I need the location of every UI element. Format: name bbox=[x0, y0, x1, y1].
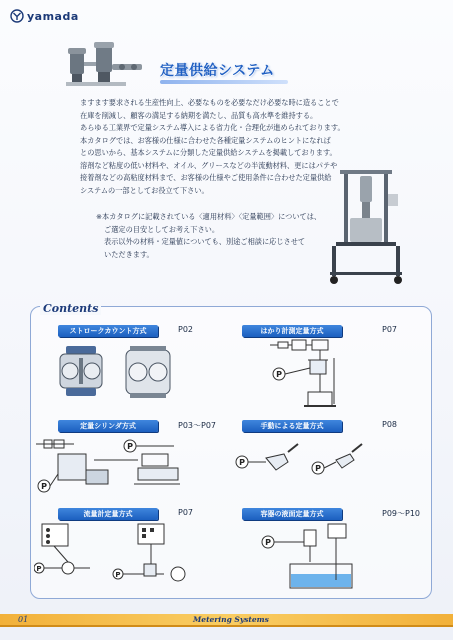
dispensing-station-photo bbox=[326, 170, 406, 286]
page-number: 01 bbox=[18, 615, 29, 624]
intro-line: ますます要求される生産性向上、必要なものを必要なだけ必要な時に造ることで bbox=[80, 98, 339, 107]
section-flow-meter-page[interactable]: P07 bbox=[178, 508, 194, 517]
section-liquid-level-page[interactable]: P09～P10 bbox=[382, 509, 421, 518]
section-liquid-level-title[interactable]: 容器の液面定量方式 bbox=[242, 508, 342, 520]
section-manual-title[interactable]: 手動による定量方式 bbox=[242, 420, 342, 432]
intro-line: あらゆる工業界で定量システム導入による省力化・合理化が進められております。 bbox=[80, 123, 345, 132]
pump-symbol-label: P bbox=[265, 538, 271, 547]
note-line: いただきます。 bbox=[104, 249, 154, 259]
intro-line: システムの一部としてお役立て下さい。 bbox=[80, 185, 209, 195]
brand-name: yamada bbox=[27, 9, 79, 23]
pump-symbol-label: P bbox=[41, 482, 47, 491]
pump-symbol-label: P bbox=[239, 458, 245, 467]
brand-logo bbox=[10, 9, 79, 23]
intro-line: 接着剤などの高粘度材料まで、お客様の仕様やご使用条件に合わせた定量供給 bbox=[80, 173, 332, 182]
section-stroke-count-title[interactable]: ストロークカウント方式 bbox=[58, 325, 158, 337]
footer-line bbox=[0, 625, 453, 627]
pump-symbol-label: P bbox=[115, 571, 121, 579]
title-underline bbox=[160, 80, 288, 84]
scale-measuring-diagram bbox=[268, 338, 368, 412]
pumps-photo bbox=[66, 40, 146, 88]
note-line: ご選定の目安としてお考え下さい。 bbox=[104, 224, 220, 234]
page-title: 定量供給システム bbox=[160, 63, 275, 79]
yamada-logo-icon bbox=[10, 9, 24, 23]
footer-title: Metering Systems bbox=[193, 615, 269, 624]
pump-symbol-label: P bbox=[36, 565, 42, 573]
section-scale-measuring-page[interactable]: P07 bbox=[382, 325, 398, 334]
flow-meter-diagram bbox=[34, 520, 194, 584]
note-line: ※本カタログに記載されている〈適用材料〉〈定量範囲〉については、 bbox=[96, 212, 322, 221]
intro-line: 本カタログでは、お客様の仕様に合わせた各種定量システムのヒントになれば bbox=[80, 135, 331, 145]
section-flow-meter-title[interactable]: 流量計定量方式 bbox=[58, 508, 158, 520]
intro-line: 溶剤など粘度の低い材料や、オイル、グリースなどの半流動材料、更にはパテや bbox=[80, 160, 338, 170]
section-stroke-count-page[interactable]: P02 bbox=[178, 325, 194, 334]
contents-label: Contents bbox=[40, 302, 101, 315]
note-line: 表示以外の材料・定量値についても、別途ご相談に応じさせて bbox=[104, 237, 306, 246]
intro-line: 在庫を削減し、顧客の満足する納期を満たし、品質も高水準を維持する。 bbox=[80, 110, 318, 120]
section-fixed-cylinder-page[interactable]: P03～P07 bbox=[178, 421, 217, 430]
section-manual-page[interactable]: P08 bbox=[382, 420, 398, 429]
pump-symbol-label: P bbox=[315, 464, 321, 473]
pump-symbol-label: P bbox=[276, 370, 282, 379]
manual-dispense-diagram bbox=[232, 440, 372, 480]
intro-line: との思いから、基本システムに分類した定量供給システムを掲載しております。 bbox=[80, 148, 337, 157]
liquid-level-diagram bbox=[258, 522, 358, 590]
pump-symbol-label: P bbox=[127, 442, 133, 451]
section-scale-measuring-title[interactable]: はかり計測定量方式 bbox=[242, 325, 342, 337]
section-fixed-cylinder-title[interactable]: 定量シリンダ方式 bbox=[58, 420, 158, 432]
note-paragraph bbox=[96, 211, 346, 261]
fixed-cylinder-diagram bbox=[34, 434, 184, 498]
stroke-count-diagram bbox=[56, 340, 176, 402]
